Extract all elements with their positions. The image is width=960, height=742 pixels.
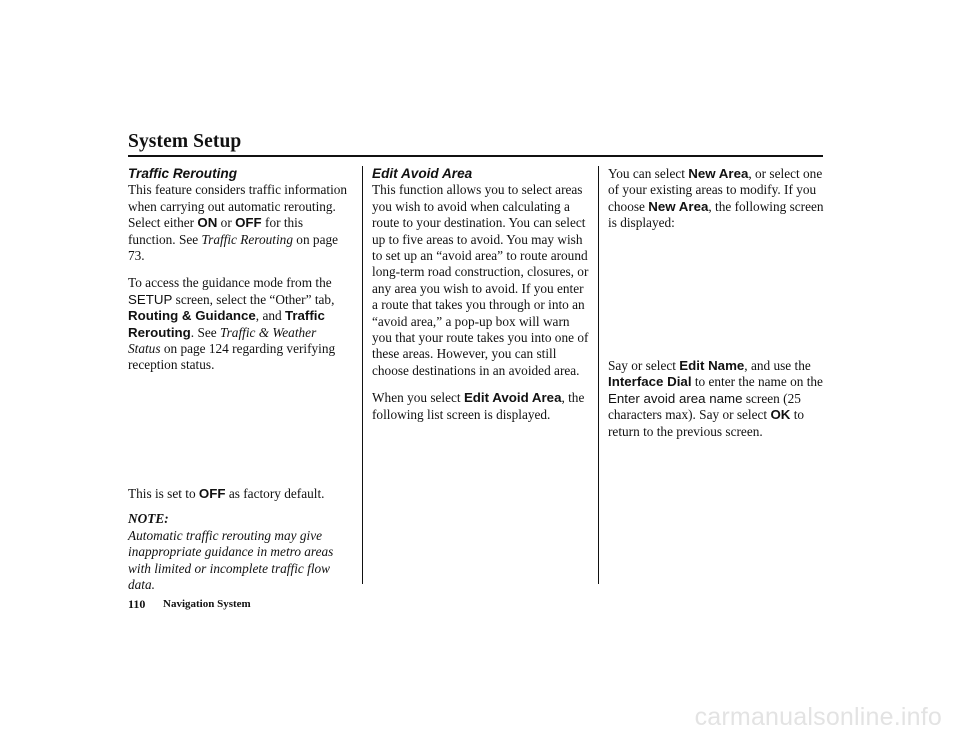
text-run: To access the guidance mode from the [128, 275, 332, 291]
left-column [128, 166, 348, 374]
footer-title: Navigation System [163, 598, 251, 610]
note-text: Automatic traffic rerouting may give inappropriate guidance in metro areas with limited or incomplete traffic flow data. [128, 527, 334, 593]
cross-reference: Traffic & Weather Status [128, 324, 317, 357]
text-run: or [217, 215, 236, 231]
text-run: . See [190, 324, 220, 340]
ui-label-setup: SETUP [128, 291, 173, 307]
left-column-lower [128, 486, 353, 593]
ui-label-new-area: New Area [648, 198, 709, 214]
text-run: This is set to [128, 486, 199, 501]
column-divider-left [362, 166, 363, 584]
edit-avoid-area-list-paragraph [372, 390, 592, 423]
new-area-paragraph [608, 166, 830, 232]
ui-label-traffic-rerouting: Traffic Rerouting [128, 308, 325, 340]
header-rule [128, 155, 823, 157]
text-run: When you select [372, 390, 464, 406]
text-run: , the following screen is displayed: [608, 198, 824, 231]
right-column [608, 166, 830, 232]
ui-label-off: OFF [235, 215, 262, 231]
guidance-access-paragraph [128, 275, 348, 373]
text-run: , or select one of your existing areas to modify. If you choose [608, 166, 823, 214]
text-run: as factory default. [225, 486, 325, 501]
section-heading-edit-avoid-area: Edit Avoid Area [372, 166, 473, 181]
ui-label-ok: OK [770, 407, 791, 423]
text-run: screen, select the “Other” tab, [172, 291, 335, 307]
text-run: Say or select [608, 358, 680, 373]
middle-column [372, 166, 592, 423]
text-run: You can select [608, 166, 689, 181]
edit-avoid-area-paragraph: This function allows you to select areas you wish to avoid when calculating a route to your destination. You can select up to five areas to avoid. You may wish to set up an “avoid area” to route around long-term road construction, closures, or any area you wish to avoid. If you enter a route that takes you through or into an “avoid area,” a pop-up box will warn you that your route takes you into one of these areas. However, you can still choose destinations in an avoided area. [372, 182, 589, 378]
ui-label-on: ON [197, 215, 218, 231]
text-run: on page 124 regarding verifying reception status. [128, 341, 336, 373]
watermark: carmanualsonline.info [694, 703, 942, 731]
text-run: , and use the [744, 358, 811, 373]
ui-label-edit-name: Edit Name [679, 358, 745, 373]
ui-label-new-area: New Area [688, 166, 749, 181]
ui-label-routing-guidance: Routing & Guidance [128, 308, 256, 324]
edit-name-paragraph [608, 358, 830, 440]
page-title: System Setup [128, 131, 242, 152]
text-run: , and [255, 308, 285, 324]
text-run: on page 73. [128, 231, 339, 264]
text-run: screen (25 characters max). Say or select [608, 390, 801, 423]
ui-label-enter-avoid-area-name: Enter avoid area name [608, 390, 743, 406]
ui-label-interface-dial: Interface Dial [608, 374, 692, 390]
text-run: This feature considers traffic information when carrying out automatic rerouting. Select either [128, 182, 348, 231]
note-label: NOTE: [128, 511, 169, 527]
cross-reference: Traffic Rerouting [201, 231, 293, 247]
factory-default-paragraph [128, 486, 353, 502]
ui-label-off: OFF [198, 486, 226, 501]
section-heading-traffic-rerouting: Traffic Rerouting [128, 166, 238, 181]
text-run: , the following list screen is displayed. [372, 390, 585, 422]
traffic-rerouting-paragraph [128, 182, 348, 264]
text-run: for this function. See [128, 215, 304, 247]
right-column-lower [608, 358, 830, 440]
text-run: to return to the previous screen. [608, 407, 805, 439]
column-divider-right [598, 166, 599, 584]
page-number: 110 [128, 597, 146, 611]
text-run: to enter the name on the [691, 374, 823, 390]
ui-label-edit-avoid-area: Edit Avoid Area [463, 390, 562, 406]
